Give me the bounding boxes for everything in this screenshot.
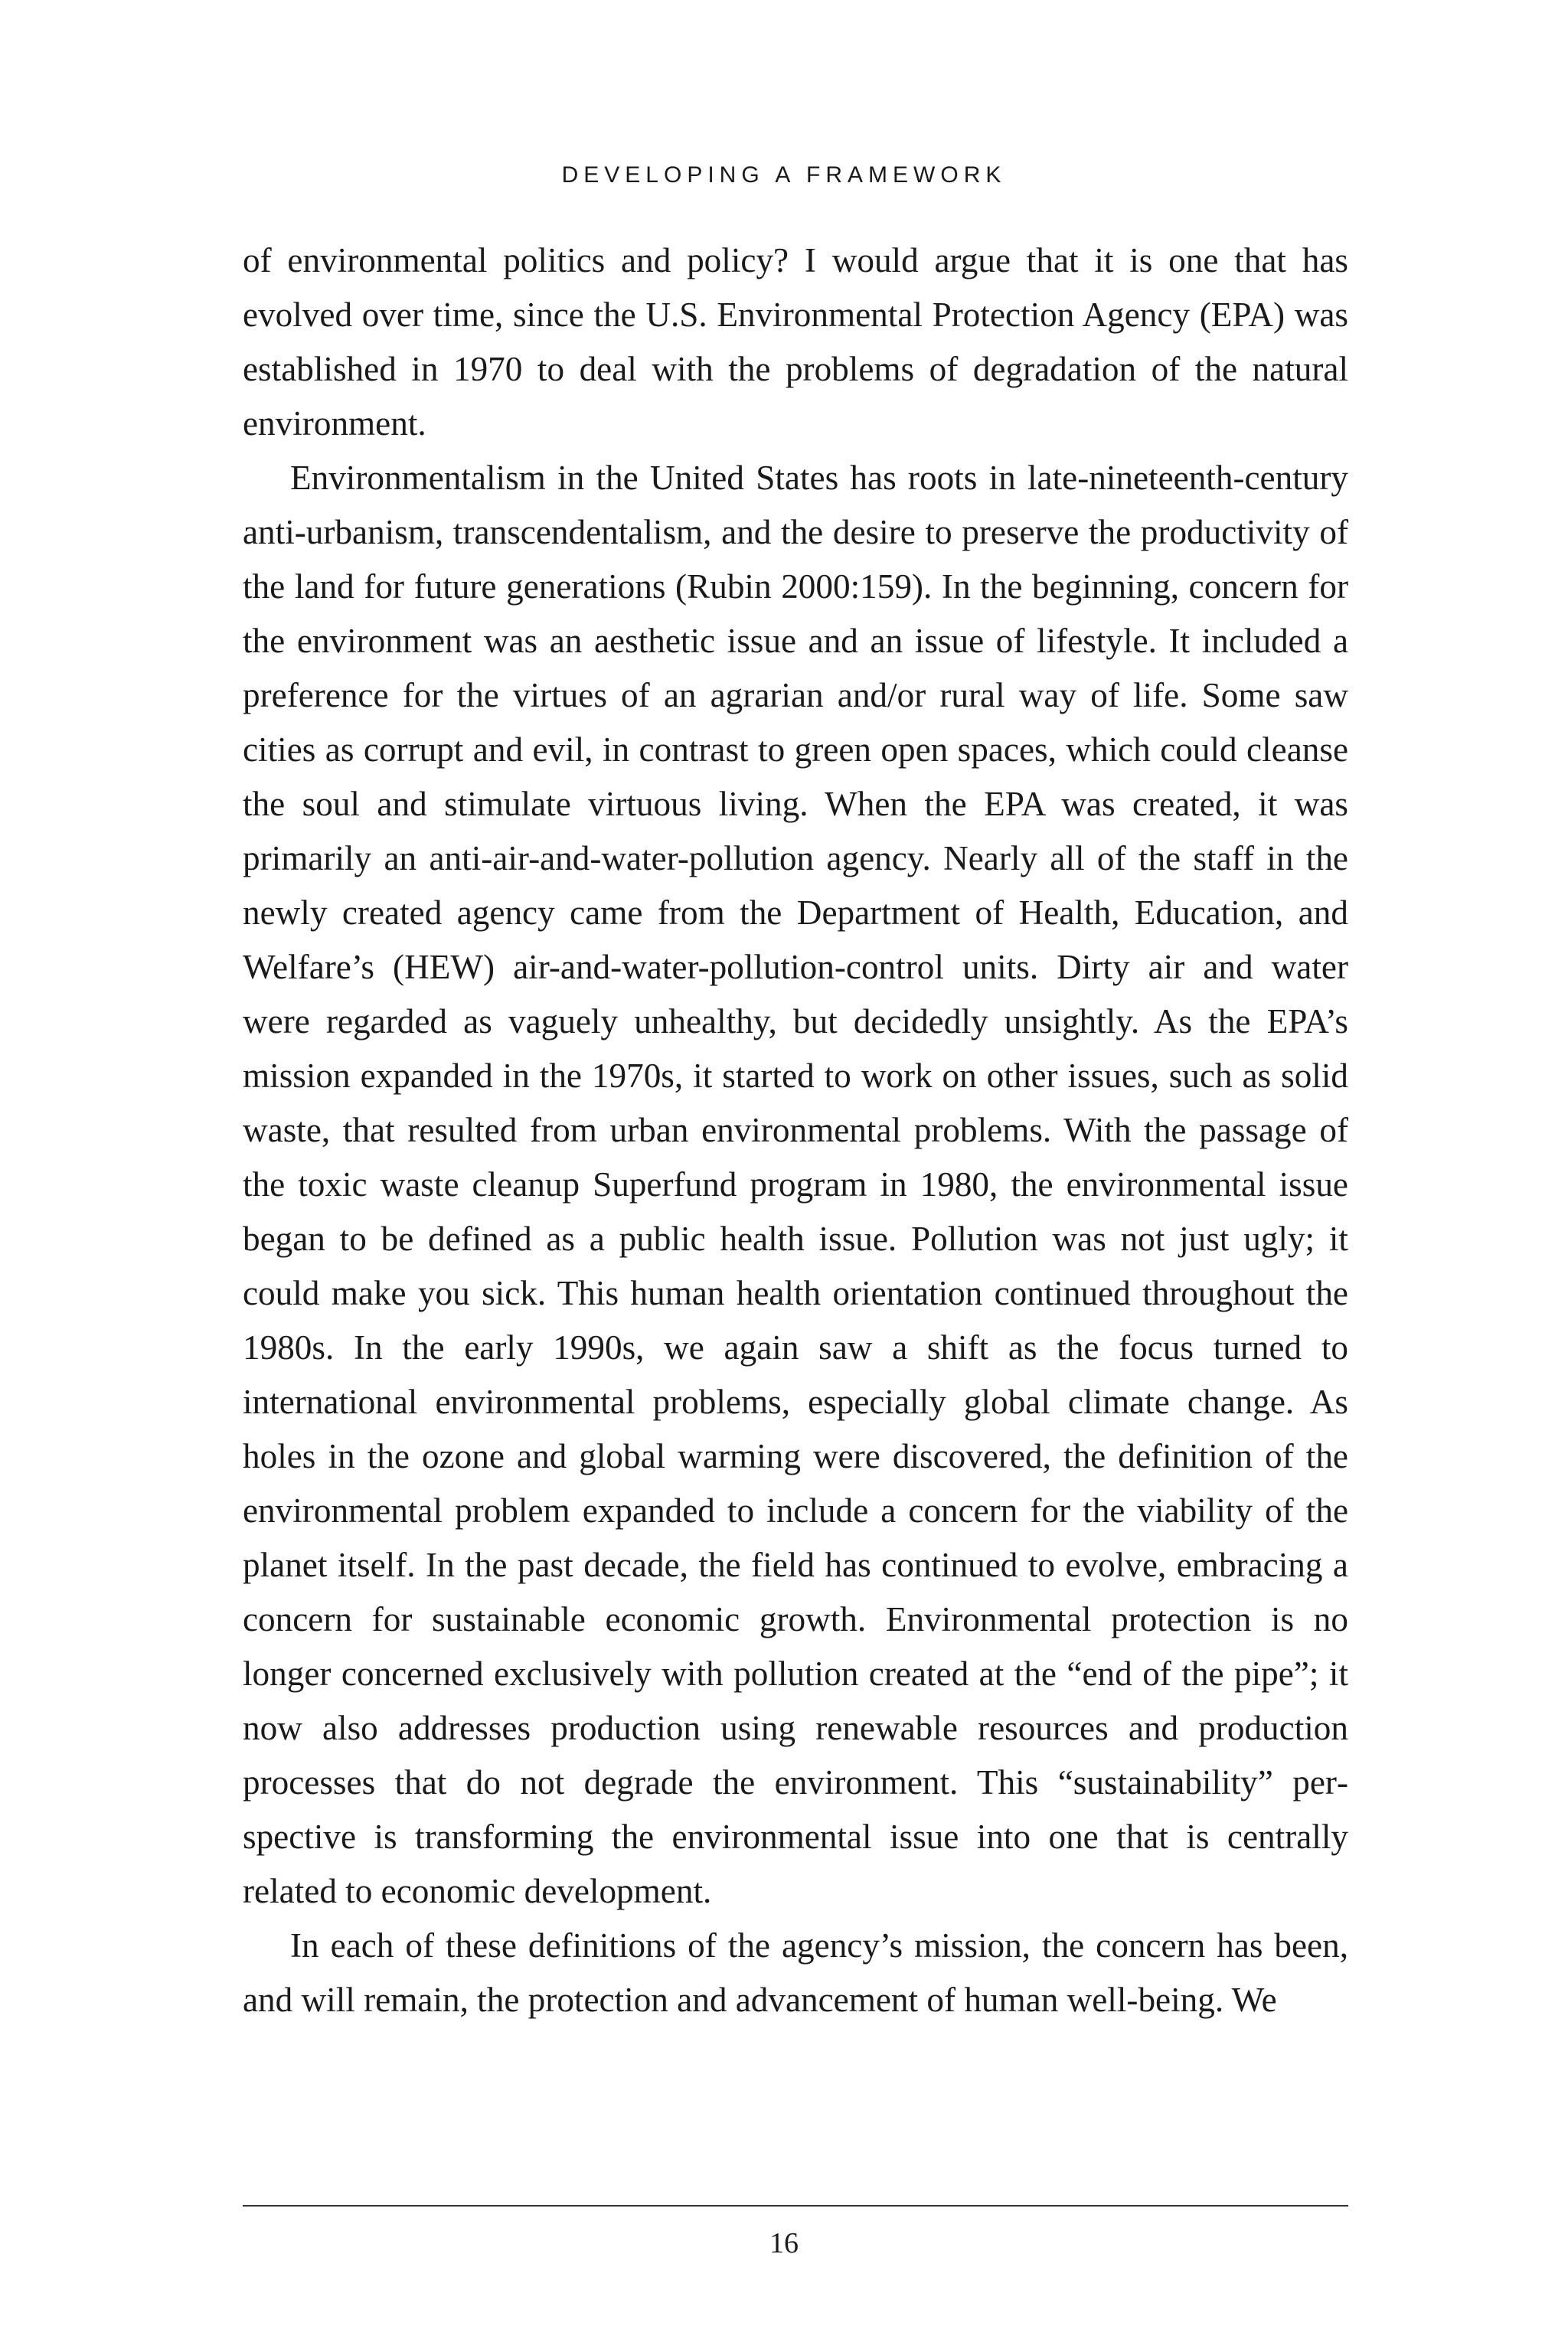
page-number: 16 <box>769 2227 799 2259</box>
running-head: DEVELOPING A FRAMEWORK <box>561 162 1007 188</box>
footer-rule <box>243 2205 1348 2207</box>
paragraph-continued: of environmental politics and policy? I would argue that it is one that has evolved over time, since the U.S. Environmental Protection Agency (EPA) was established in 1970 to deal with the problems of degradation of the natural environment. <box>243 241 1348 443</box>
body-text <box>243 234 1348 2027</box>
paragraph-environmentalism: Environmentalism in the United States has roots in late-nineteenth-century anti-urbanism, transcendentalism, and the desire to preserve the productivity of the land for future generations (Rubin 2000:159). In the beginning, concern for the environment was an aesthetic issue and an issue of lifestyle. It included a preference for the virtues of an agrarian and/or rural way of life. Some saw cities as corrupt and evil, in contrast to green open spaces, which could cleanse the soul and stimulate virtuous living. When the EPA was created, it was primarily an anti-air-and-water-pollution agency. Nearly all of the staff in the newly created agency came from the Department of Health, Education, and Welfare’s (HEW) air-and-water-pollution-control units. Dirty air and water were regarded as vaguely unhealthy, but decidedly unsightly. As the EPA’s mission expanded in the 1970s, it started to work on other issues, such as solid waste, that resulted from urban environmental problems. With the passage of the toxic waste cleanup Superfund program in 1980, the environmental issue began to be defined as a public health issue. Pollution was not just ugly; it could make you sick. This human health orientation continued throughout the 1980s. In the early 1990s, we again saw a shift as the focus turned to international environmental problems, especially global climate change. As holes in the ozone and global warming were discovered, the definition of the environmental problem expanded to include a concern for the viability of the planet itself. In the past decade, the field has continued to evolve, embracing a concern for sustainable economic growth. Environmental protection is no longer concerned exclusively with pollution created at the “end of the pipe”; it now also addresses production using renewable resources and production processes that do not degrade the environment. This “sustainability” perspective is transforming the environmental issue into one that is centrally related to economic development. <box>243 459 1348 1910</box>
paragraph-definitions: In each of these definitions of the agency’s mission, the concern has been, and will remain, the protection and advancement of human well-being. We <box>243 1926 1348 2019</box>
